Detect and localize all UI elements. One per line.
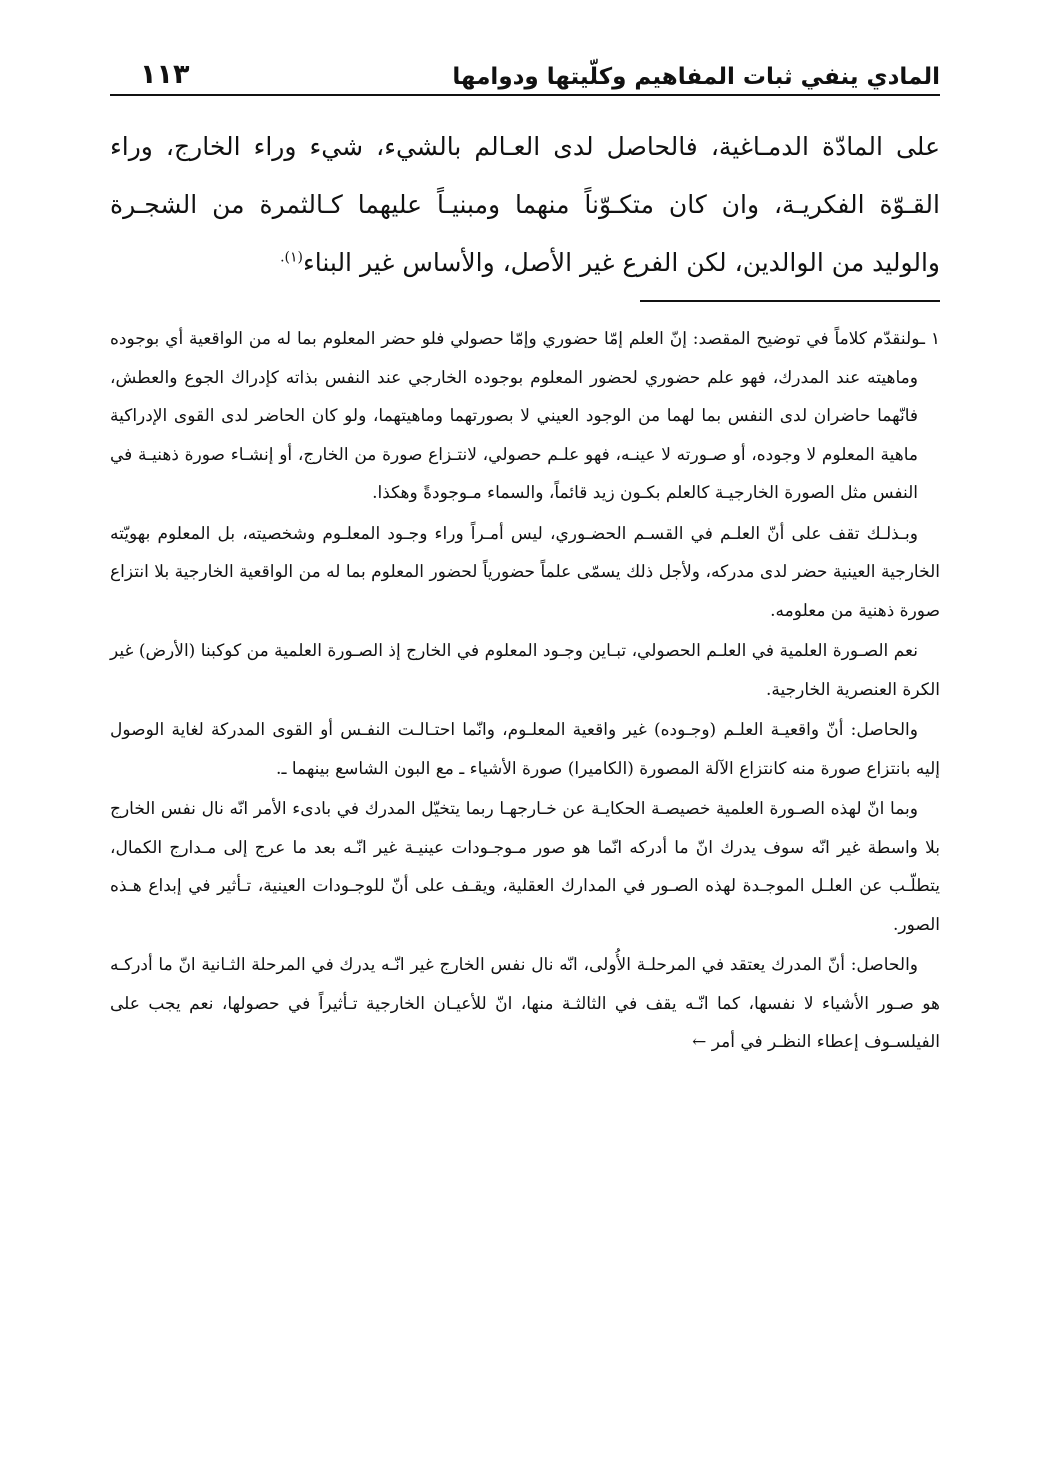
footnote-paragraph: [110, 320, 940, 513]
footnote-text: ولنقدّم كلاماً في توضيح المقصد: إنّ العلم إمّا حضوري وإمّا حصولي فلو حضر المعلوم بما له من الواقعية أي بوجوده وماهيته عند المدرك، فهو علم حضوري لحضور المعلوم بوجوده الخارجي عند النفس بذاته كإدراك الجوع والعطش، فانّهما حاضران لدى النفس بما لهما من الوجود العيني لا بصورتهما وماهيتهما، ولو كان الحاضر لدى القوى الإدراكية ماهية المعلوم لا وجوده، أو صـورته لا عينـه، فهو علـم حصولي، لانتـزاع صورة من الخارج، أو إنشـاء صورة ذهنيـة في النفس مثل الصورة الخارجيـة كالعلم بكـون زيد قائماً، والسماء مـوجودةً وهكذا.: [110, 329, 920, 503]
main-paragraph: على المادّة الدمـاغية، فالحاصل لدى العـالم بالشيء، شيء وراء الخارج، وراء القـوّة الفكريـة، وان كان متكـوّناً منهما ومبنيـاً عليهما كـالثمرة من الشجـرة والوليد من الوالدين، لكن الفرع غير الأصل، والأساس غير البناء: [110, 132, 940, 277]
footnote-number: ١ ـ: [920, 329, 940, 349]
book-page: [110, 0, 940, 1482]
page-number: ١١٣: [140, 59, 190, 90]
footnote-paragraph: وبما انّ لهذه الصـورة العلمية خصيصـة الحكايـة عن خـارجهـا ربما يتخيّل المدرك في بادىء الأمر انّه نال نفس الخارج بلا واسطة غير انّه سوف يدرك انّ ما أدركه انّما هو صور مـوجـودات عينيـة غير انّـه بعد ما عرج إلى مـدارج الكمال، يتطلّـب عن العلـل الموجـدة لهذه الصـور في المدارك العقلية، ويقـف على أنّ للوجـودات العينية، تـأثير في إبداع هـذه الصور.: [110, 799, 940, 935]
footnote-paragraph: والحاصل: أنّ المدرك يعتقد في المرحلـة الأُولى، انّه نال نفس الخارج غير انّـه يدرك في المرحلة الثـانية انّ ما أدركـه هو صـور الأشياء لا نفسها، كما انّـه يقف في الثالثـة منها، انّ للأعيـان الخارجية تـأثيراً في حصولها، نعم يجب على الفيلسـوف إعطاء النظـر في أمر ←: [110, 955, 940, 1052]
footnote-section: [110, 320, 940, 1062]
header-rule: [110, 94, 940, 96]
footnote-paragraph: وبـذلـك تقف على أنّ العلـم في القسـم الحضـوري، ليس أمـراً وراء وجـود المعلـوم وشخصيته، بل المعلوم بهويّته الخارجية العينية حضر لدى مدركه، ولأجل ذلك يسمّى علماً حضورياً لحضور المعلوم بما له من الواقعية الخارجية بلا انتزاع صورة ذهنية من معلومه.: [110, 523, 940, 621]
running-title: المادي ينفي ثبات المفاهيم وكلّيتها ودوامها: [452, 64, 940, 90]
footnote-paragraph: نعم الصـورة العلمية في العلـم الحصولي، تبـاين وجـود المعلوم في الخارج إذ الصـورة العلمية من كوكبنا (الأرض) غير الكرة العنصرية الخارجية.: [110, 641, 940, 700]
footnote-separator: [640, 300, 940, 302]
main-text: [110, 118, 940, 292]
footnote-paragraph: والحاصل: أنّ واقعيـة العلـم (وجـوده) غير واقعية المعلـوم، وانّما احتـالـت النفـس أو القوى المدركة لغاية الوصول إليه بانتزاع صورة منه كانتزاع الآلة المصورة (الكاميرا) صورة الأشياء ـ مع البون الشاسع بينهما ـ.: [110, 720, 940, 779]
page-header: [110, 46, 940, 90]
footnote-reference: (١).: [280, 249, 303, 266]
